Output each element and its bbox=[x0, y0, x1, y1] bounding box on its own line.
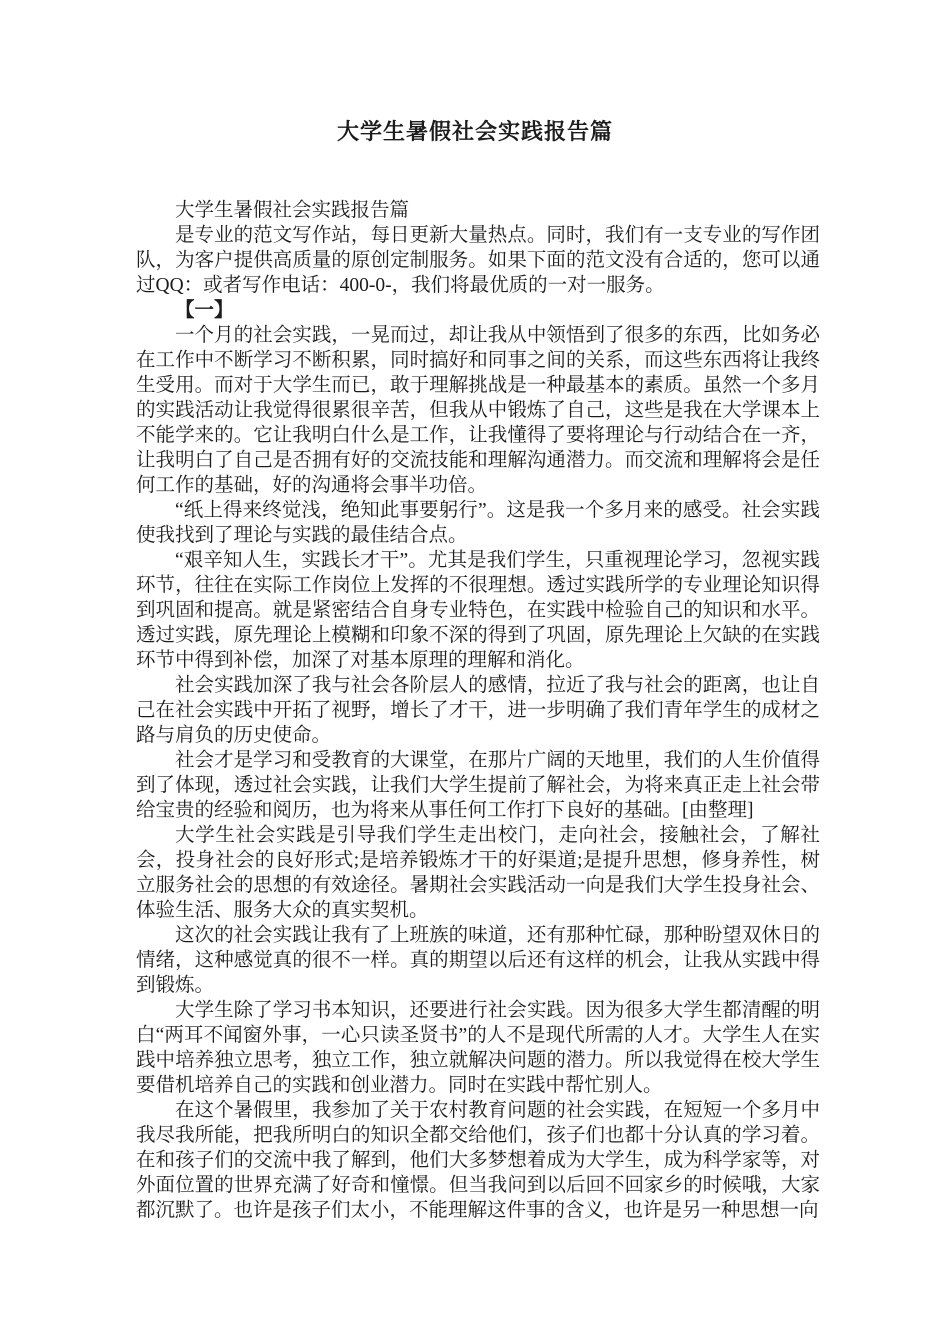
paragraph-1: 大学生暑假社会实践报告篇 bbox=[175, 200, 410, 221]
paragraph-9: 大学生社会实践是引导我们学生走出校门，走向社会，接触社会，了解社会，投身社会的良好形式;是培养锻炼才干的好渠道;是提升思想，修身养性，树立服务社会的思想的有效途径。暑期社会实践活动一向是我们大学生投身社会、体验生活、服务大众的真实契机。 bbox=[136, 825, 820, 921]
paragraph-5: “纸上得来终觉浅，绝知此事要躬行”。这是我一个多月来的感受。社会实践使我找到了理论与实践的最佳结合点。 bbox=[136, 500, 820, 546]
document-body bbox=[136, 198, 820, 1223]
paragraph-12: 在这个暑假里，我参加了关于农村教育问题的社会实践，在短短一个多月中我尽我所能，把我所明白的知识全都交给他们，孩子们也都十分认真的学习着。在和孩子们的交流中我了解到，他们大多梦想着成为大学生，成为科学家等，对外面位置的世界充满了好奇和憧憬。但当我问到以后回不回家乡的时候哦，大家都沉默了。也许是孩子们太小，不能理解这件事的含义，也许是另一种思想一向 bbox=[136, 1100, 820, 1221]
paragraph-8: 社会才是学习和受教育的大课堂，在那片广阔的天地里，我们的人生价值得到了体现，透过社会实践，让我们大学生提前了解社会，为将来真正走上社会带给宝贵的经验和阅历，也为将来从事任何工作打下良好的基础。[由整理] bbox=[136, 750, 820, 821]
paragraph-7: 社会实践加深了我与社会各阶层人的感情，拉近了我与社会的距离，也让自己在社会实践中开拓了视野，增长了才干，进一步明确了我们青年学生的成材之路与肩负的历史使命。 bbox=[136, 675, 820, 746]
paragraph-6: “艰辛知人生，实践长才干”。尤其是我们学生，只重视理论学习，忽视实践环节，往往在实际工作岗位上发挥的不很理想。透过实践所学的专业理论知识得到巩固和提高。就是紧密结合自身专业特色，在实践中检验自己的知识和水平。透过实践，原先理论上模糊和印象不深的得到了巩固，原先理论上欠缺的在实践环节中得到补偿，加深了对基本原理的理解和消化。 bbox=[136, 550, 820, 671]
paragraph-2: 是专业的范文写作站，每日更新大量热点。同时，我们有一支专业的写作团队，为客户提供高质量的原创定制服务。如果下面的范文没有合适的，您可以通过QQ：或者写作电话：400-0-，我们将最优质的一对一服务。 bbox=[136, 225, 820, 296]
paragraph-3: 【一】 bbox=[175, 300, 234, 321]
paragraph-11: 大学生除了学习书本知识，还要进行社会实践。因为很多大学生都清醒的明白“两耳不闻窗外事，一心只读圣贤书”的人不是现代所需的人才。大学生人在实践中培养独立思考，独立工作，独立就解决问题的潜力。所以我觉得在校大学生要借机培养自己的实践和创业潜力。同时在实践中帮忙别人。 bbox=[136, 1000, 820, 1096]
paragraph-4: 一个月的社会实践，一晃而过，却让我从中领悟到了很多的东西，比如务必在工作中不断学习不断积累，同时搞好和同事之间的关系，而这些东西将让我终生受用。而对于大学生而已，敢于理解挑战是一种最基本的素质。虽然一个多月的实践活动让我觉得很累很辛苦，但我从中锻炼了自己，这些是我在大学课本上不能学来的。它让我明白什么是工作，让我懂得了要将理论与行动结合在一齐，让我明白了自己是否拥有好的交流技能和理解沟通潜力。而交流和理解将会是任何工作的基础，好的沟通将会事半功倍。 bbox=[136, 325, 820, 496]
paragraph-10: 这次的社会实践让我有了上班族的味道，还有那种忙碌，那种盼望双休日的情绪，这种感觉真的很不一样。真的期望以后还有这样的机会，让我从实践中得到锻炼。 bbox=[136, 925, 820, 996]
document-title: 大学生暑假社会实践报告篇 bbox=[336, 119, 613, 144]
